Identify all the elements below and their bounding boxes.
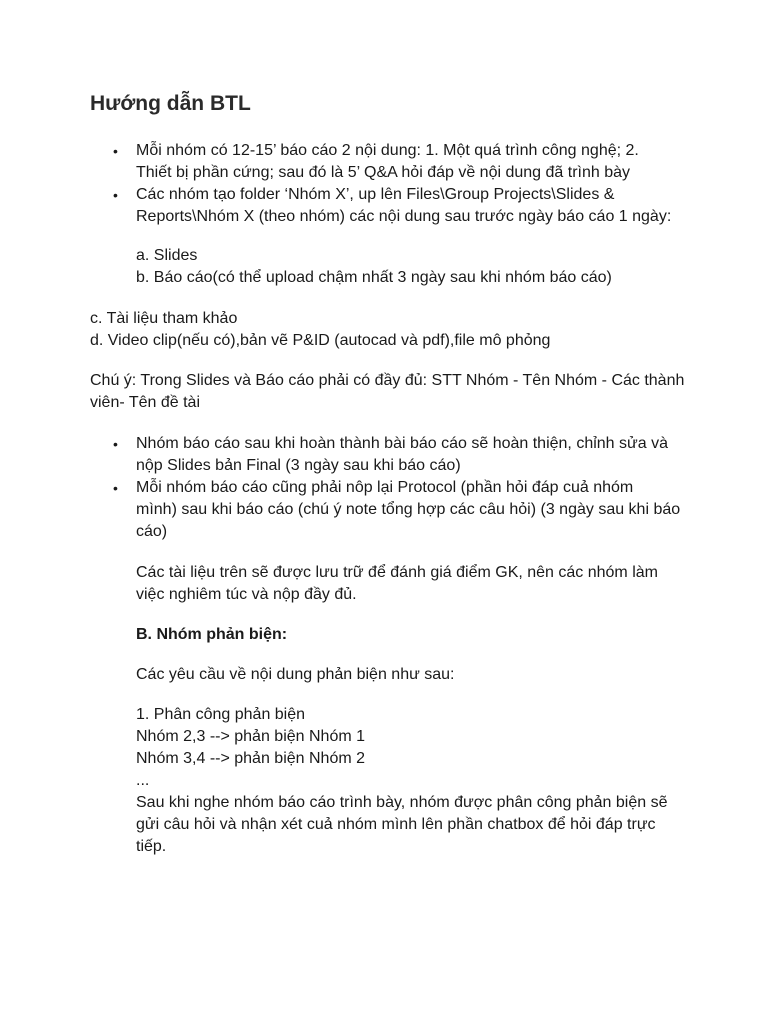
sub-item: a. Slides bbox=[136, 247, 198, 264]
storage-note-line: Các tài liệu trên sẽ được lưu trữ để đánh giá điểm GK, nên các nhóm làm bbox=[136, 564, 658, 581]
list-item bbox=[136, 184, 671, 228]
bullet-icon: • bbox=[113, 436, 118, 452]
assignment-line: 1. Phân công phản biện bbox=[136, 706, 306, 723]
item: c. Tài liệu tham khảo bbox=[90, 310, 238, 327]
note-line: viên- Tên đề tài bbox=[90, 394, 200, 411]
list-item-line: Nhóm báo cáo sau khi hoàn thành bài báo cáo sẽ hoàn thiện, chỉnh sửa và bbox=[136, 435, 668, 452]
list-item-line: cáo) bbox=[136, 523, 168, 540]
list-item-line: Các nhóm tạo folder ‘Nhóm X’, up lên Files\Group Projects\Slides & bbox=[136, 186, 615, 203]
bullet-icon: • bbox=[113, 143, 118, 159]
page-title: Hướng dẫn BTL bbox=[90, 92, 251, 115]
assignment-line: Nhóm 3,4 --> phản biện Nhóm 2 bbox=[136, 750, 366, 767]
assignment-line: tiếp. bbox=[136, 838, 167, 855]
list-item-line: Mỗi nhóm báo cáo cũng phải nôp lại Protocol (phần hỏi đáp cuả nhóm bbox=[136, 479, 634, 496]
list-item-line: Mỗi nhóm có 12-15’ báo cáo 2 nội dung: 1. Một quá trình công nghệ; 2. bbox=[136, 142, 639, 159]
list-item-line: Thiết bị phần cứng; sau đó là 5’ Q&A hỏi đáp về nội dung đã trình bày bbox=[136, 164, 631, 181]
list-item-line: nộp Slides bản Final (3 ngày sau khi báo cáo) bbox=[136, 457, 461, 474]
note-line: Chú ý: Trong Slides và Báo cáo phải có đầy đủ: STT Nhóm - Tên Nhóm - Các thành bbox=[90, 372, 685, 389]
list-item bbox=[136, 140, 639, 184]
note-paragraph bbox=[90, 370, 684, 414]
list-item-line: mình) sau khi báo cáo (chú ý note tổng hợp các câu hỏi) (3 ngày sau khi báo bbox=[136, 501, 681, 518]
list-item-line: Reports\Nhóm X (theo nhóm) các nội dung sau trước ngày báo cáo 1 ngày: bbox=[136, 208, 672, 225]
assignment-line: Nhóm 2,3 --> phản biện Nhóm 1 bbox=[136, 728, 366, 745]
item-list-cd bbox=[90, 308, 550, 352]
bullet-icon: • bbox=[113, 480, 118, 496]
section-b-heading: B. Nhóm phản biện: bbox=[136, 626, 288, 643]
assignment-line: Sau khi nghe nhóm báo cáo trình bày, nhóm được phân công phản biện sẽ bbox=[136, 794, 668, 811]
storage-note-line: việc nghiêm túc và nộp đầy đủ. bbox=[136, 586, 357, 603]
assignment-line: gửi câu hỏi và nhận xét cuả nhóm mình lên phần chatbox để hỏi đáp trực bbox=[136, 816, 656, 833]
sub-item-list bbox=[136, 245, 612, 289]
list-item bbox=[136, 433, 668, 477]
item: d. Video clip(nếu có),bản vẽ P&ID (autocad và pdf),file mô phỏng bbox=[90, 332, 551, 349]
assignment-block bbox=[136, 704, 668, 858]
bullet-icon: • bbox=[113, 187, 118, 203]
requirements-intro: Các yêu cầu về nội dung phản biện như sau: bbox=[136, 666, 455, 683]
assignment-line: ... bbox=[136, 772, 150, 789]
storage-note bbox=[136, 562, 658, 606]
sub-item: b. Báo cáo(có thể upload chậm nhất 3 ngày sau khi nhóm báo cáo) bbox=[136, 269, 612, 286]
list-item bbox=[136, 477, 680, 543]
